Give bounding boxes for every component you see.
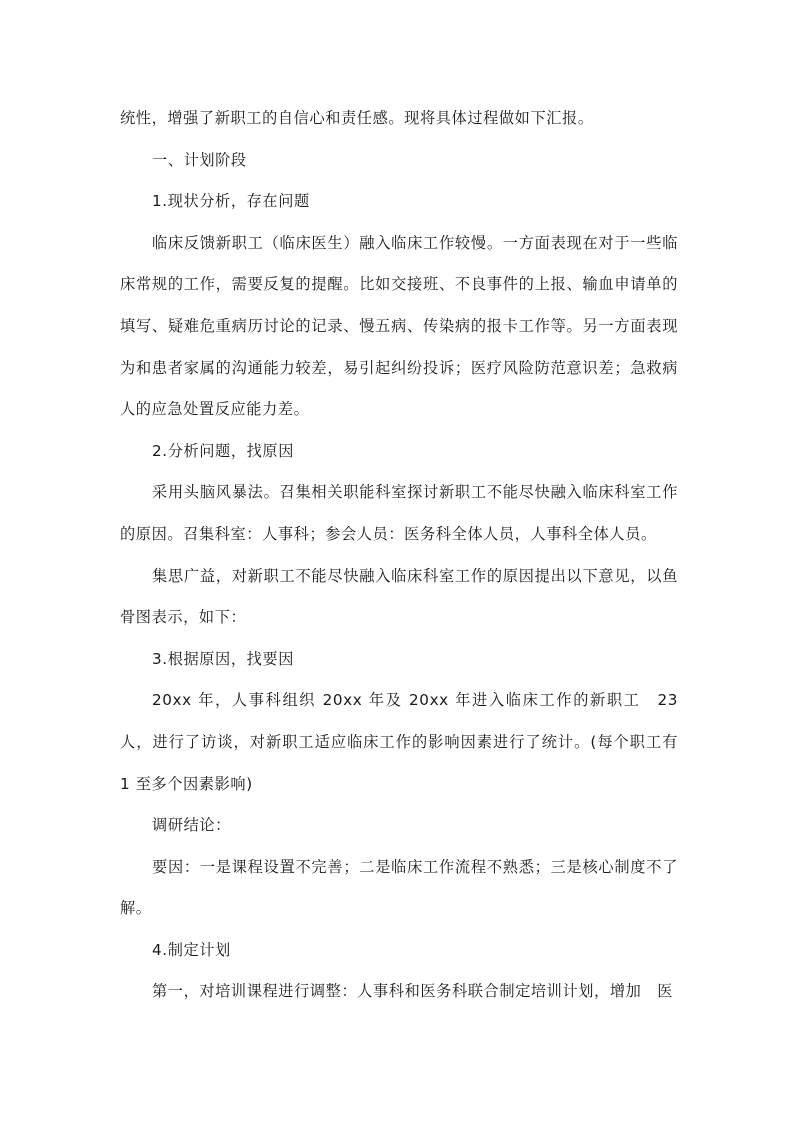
subheading-status-analysis: 1.现状分析，存在问题 — [152, 192, 310, 211]
paragraph-fishbone: 集思广益，对新职工不能尽快融入临床科室工作的原因提出以下意见，以鱼骨图表示，如下： — [120, 566, 678, 627]
paragraph-brainstorm: 采用头脑风暴法。召集相关职能科室探讨新职工不能尽快融入临床科室工作的原因。召集科室：人事科；参会人员：医务科全体人员，人事科全体人员。 — [120, 483, 678, 543]
subheading-research-conclusion: 调研结论： — [152, 816, 231, 835]
paragraph-key-causes-list: 要因：一是课程设置不完善；二是临床工作流程不熟悉；三是核心制度不了解。 — [120, 857, 678, 918]
paragraph-intro-continuation: 统性，增强了新职工的自信心和责任感。现将具体过程做如下汇报。 — [120, 109, 594, 127]
paragraph-status-problems: 临床反馈新职工（临床医生）融入临床工作较慢。一方面表现在对于一些临床常规的工作，需要反复的提醒。比如交接班、不良事件的上报、输血申请单的填写、疑难危重病历讨论的记录、慢五病、传染病的报卡工作等。另一方面表现为和患者家属的沟通能力较差，易引起纠纷投诉；医疗风险防范意识差；急救病人的应急处置反应能力差。 — [120, 233, 678, 419]
subheading-key-causes: 3.根据原因，找要因 — [152, 649, 294, 668]
document-body — [120, 98, 678, 1013]
subheading-find-causes: 2.分析问题，找原因 — [152, 441, 294, 460]
subheading-make-plan: 4.制定计划 — [152, 940, 231, 959]
paragraph-interview-stats: 20xx 年，人事科组织 20xx 年及 20xx 年进入临床工作的新职工 23 人，进行了访谈，对新职工适应临床工作的影响因素进行了统计。(每个职工有 1 至多个因素影响) — [120, 691, 678, 793]
paragraph-plan-first: 第一，对培训课程进行调整：人事科和医务科联合制定培训计划，增加 医 — [152, 982, 673, 1001]
section-heading-planning: 一、计划阶段 — [152, 150, 247, 169]
